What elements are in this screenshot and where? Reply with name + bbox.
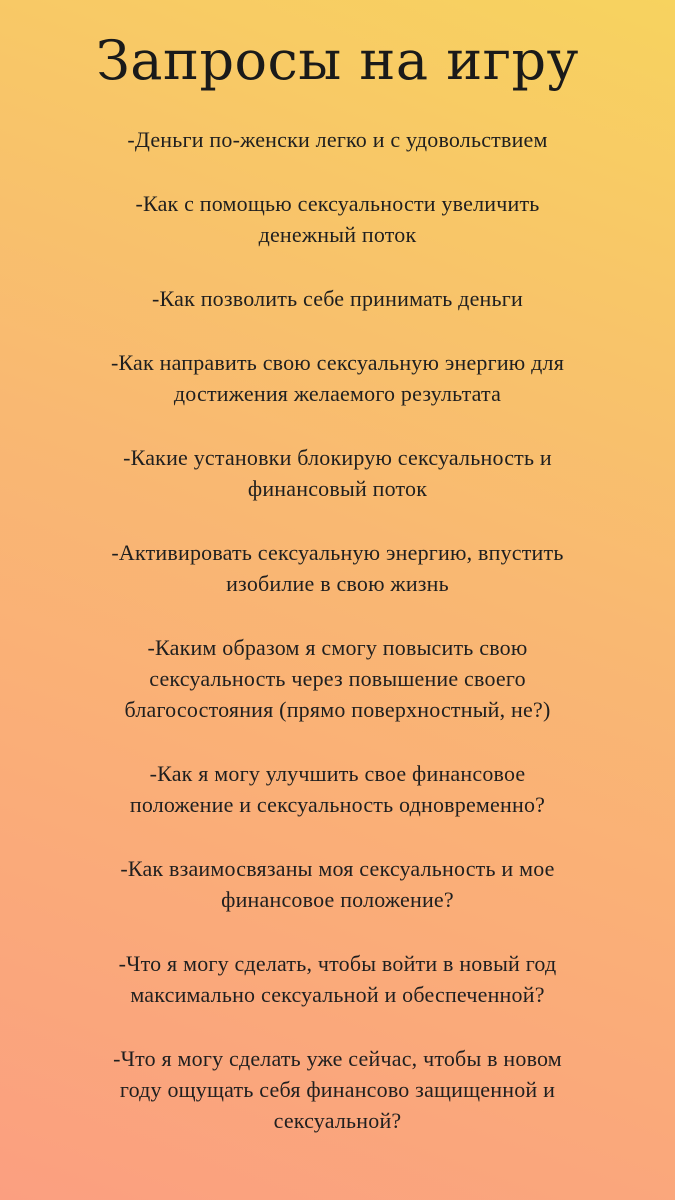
request-item xyxy=(40,537,635,599)
request-item xyxy=(40,347,635,409)
request-item xyxy=(40,948,635,1010)
request-item-line: -Активировать сексуальную энергию, впустить xyxy=(111,540,564,565)
request-item-line: изобилие в свою жизнь xyxy=(226,571,449,596)
request-item-line: денежный поток xyxy=(258,222,417,247)
request-item xyxy=(40,853,635,915)
request-item-line: финансовое положение? xyxy=(221,887,454,912)
request-item xyxy=(40,188,635,250)
request-item-line: -Как позволить себе принимать деньги xyxy=(152,286,523,311)
request-list xyxy=(40,124,635,1169)
request-item xyxy=(40,124,635,155)
request-item-line: положение и сексуальность одновременно? xyxy=(129,792,546,817)
request-item xyxy=(40,758,635,820)
request-item-line: достижения желаемого результата xyxy=(173,381,502,406)
request-item xyxy=(40,632,635,725)
request-item-line: финансовый поток xyxy=(247,476,428,501)
page-title: Запросы на игру xyxy=(96,29,579,92)
request-item-line: благосостояния (прямо поверхностный, не?) xyxy=(124,697,551,722)
request-item-line: -Как с помощью сексуальности увеличить xyxy=(135,191,540,216)
request-item-line: максимально сексуальной и обеспеченной? xyxy=(130,982,545,1007)
request-item-line: -Что я могу сделать, чтобы войти в новый год xyxy=(118,951,557,976)
request-item-line: году ощущать себя финансово защищенной и xyxy=(119,1077,556,1102)
request-item-line: -Что я могу сделать уже сейчас, чтобы в новом xyxy=(113,1046,562,1071)
request-item xyxy=(40,283,635,314)
request-item-line: -Каким образом я смогу повысить свою xyxy=(147,635,528,660)
request-item-line: -Как направить свою сексуальную энергию для xyxy=(110,350,565,375)
request-item xyxy=(40,442,635,504)
request-item xyxy=(40,1043,635,1136)
request-item-line: сексуальной? xyxy=(273,1108,402,1133)
request-item-line: -Какие установки блокирую сексуальность и xyxy=(123,445,552,470)
request-item-line: -Как я могу улучшить свое финансовое xyxy=(149,761,526,786)
request-item-line: -Как взаимосвязаны моя сексуальность и мое xyxy=(120,856,555,881)
request-item-line: -Деньги по-женски легко и с удовольствием xyxy=(127,127,548,152)
request-item-line: сексуальность через повышение своего xyxy=(149,666,526,691)
